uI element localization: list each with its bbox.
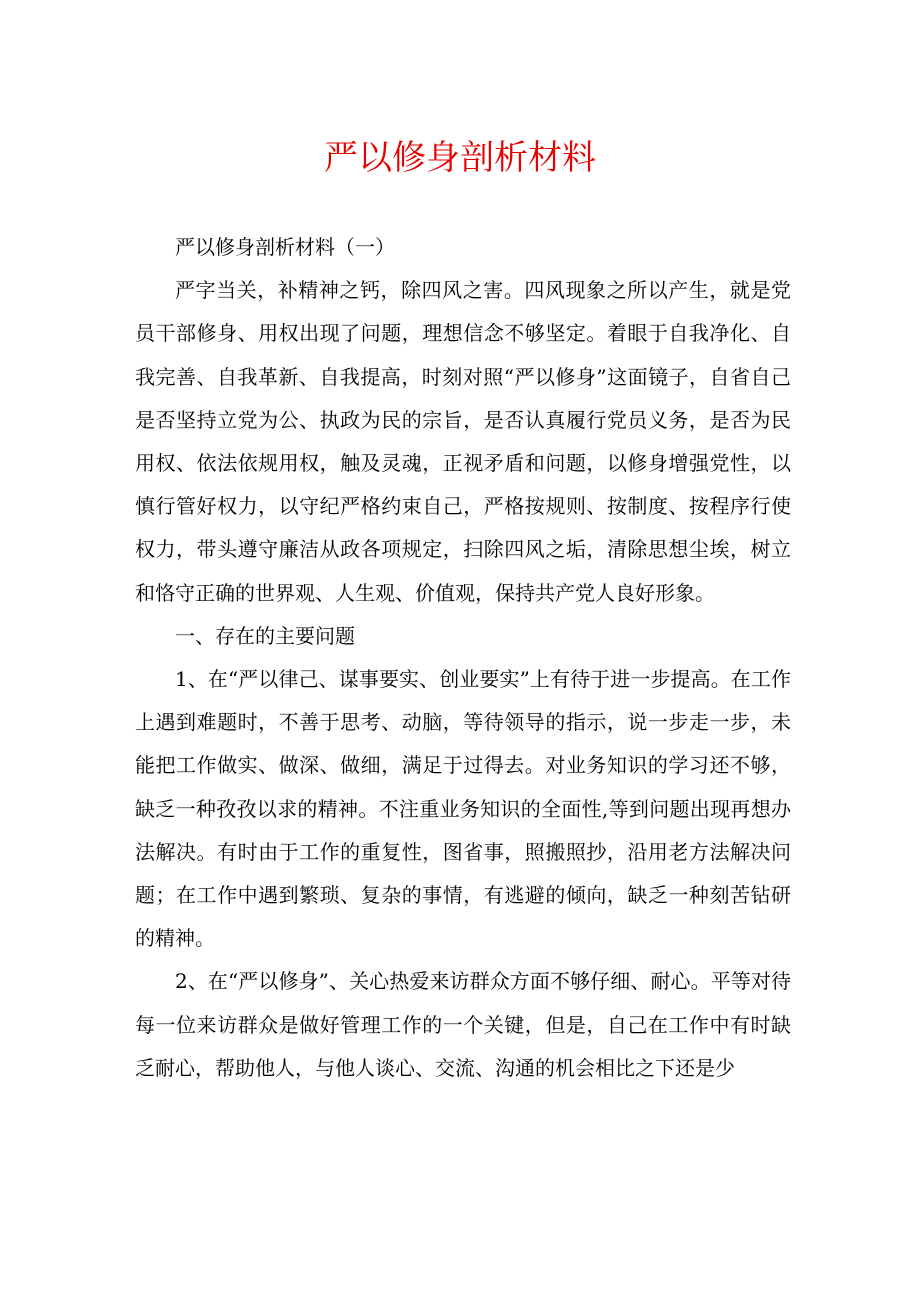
- section-heading: 严以修身剖析材料（一）: [175, 235, 395, 259]
- paragraph-problem-2: 2、在“严以修身”、关心热爱来访群众方面不够仔细、耐心。平等对待每一位来访群众是做好管理工作的一个关键，但是，自己在工作中有时缺乏耐心，帮助他人，与他人谈心、交流、沟通的机会相比之下还是少: [135, 969, 791, 1080]
- paragraph-intro: 严字当关，补精神之钙，除四风之害。四风现象之所以产生，就是党员干部修身、用权出现了问题，理想信念不够坚定。着眼于自我净化、自我完善、自我革新、自我提高，时刻对照“严以修身”这面镜子，自省自己是否坚持立党为公、执政为民的宗旨，是否认真履行党员义务，是否为民用权、依法依规用权，触及灵魂，正视矛盾和问题，以修身增强党性，以慎行管好权力，以守纪严格约束自己，严格按规则、按制度、按程序行使权力，带头遵守廉洁从政各项规定，扫除四风之垢，清除思想尘埃，树立和恪守正确的世界观、人生观、价值观，保持共产党人良好形象。: [135, 278, 791, 605]
- paragraph-problems-heading: 一、存在的主要问题: [175, 623, 355, 648]
- document-title: 严以修身剖析材料: [324, 138, 596, 178]
- document-body: [135, 226, 791, 1090]
- paragraph-problem-1: 1、在“严以律己、谋事要实、创业要实”上有待于进一步提高。在工作上遇到难题时，不善于思考、动脑，等待领导的指示，说一步走一步，未能把工作做实、做深、做细，满足于过得去。对业务知识的学习还不够，缺乏一种孜孜以求的精神。不注重业务知识的全面性,等到问题出现再想办法解决。有时由于工作的重复性，图省事，照搬照抄，沿用老方法解决问题；在工作中遇到繁琐、复杂的事情，有逃避的倾向，缺乏一种刻苦钻研的精神。: [135, 667, 791, 951]
